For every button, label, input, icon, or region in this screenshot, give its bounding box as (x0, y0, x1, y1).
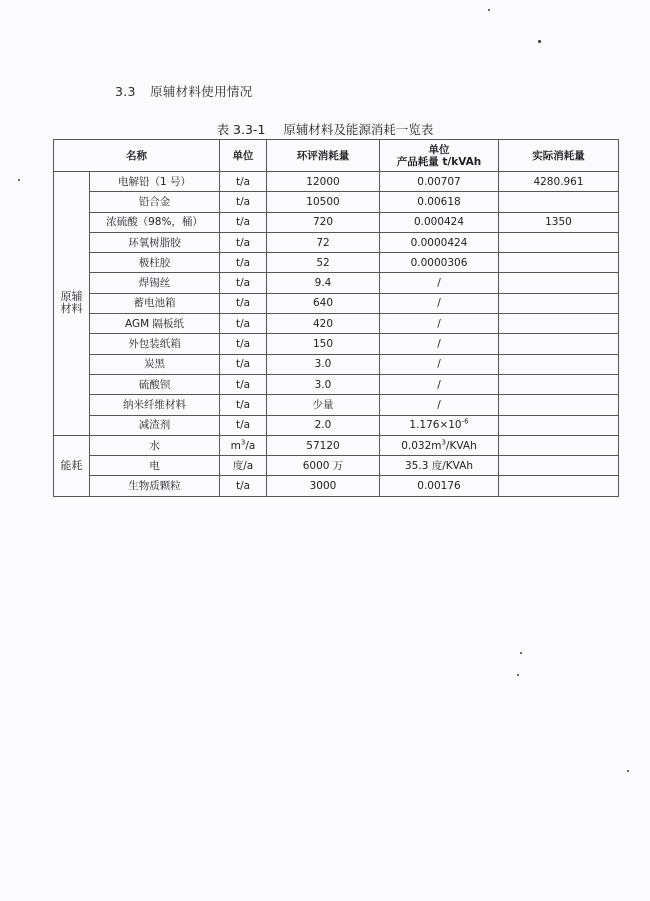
row-per-unit: 0.0000424 (380, 232, 499, 252)
table-row (54, 374, 619, 394)
row-eia: 3000 (267, 476, 380, 496)
row-per-unit (380, 435, 499, 455)
row-eia: 9.4 (267, 273, 380, 293)
row-actual: 4280.961 (499, 172, 619, 192)
table-row (54, 456, 619, 476)
row-per-unit: / (380, 374, 499, 394)
header-unit: 单位 (220, 140, 267, 172)
row-eia: 57120 (267, 435, 380, 455)
table-row (54, 415, 619, 435)
row-actual (499, 374, 619, 394)
row-per-unit-base: 0.032m (401, 439, 442, 452)
table-row (54, 435, 619, 455)
scan-speck (520, 652, 522, 654)
row-unit: t/a (220, 212, 267, 232)
row-eia: 12000 (267, 172, 380, 192)
row-name: 电解铅（1 号） (90, 172, 220, 192)
table-caption (0, 120, 650, 138)
row-name: 蓄电池箱 (90, 293, 220, 313)
table-row (54, 476, 619, 496)
row-per-unit: 0.00707 (380, 172, 499, 192)
row-per-unit-base: 1.176×10 (409, 419, 462, 432)
row-unit (220, 435, 267, 455)
row-eia: 52 (267, 253, 380, 273)
row-eia: 720 (267, 212, 380, 232)
row-unit: t/a (220, 334, 267, 354)
row-actual (499, 415, 619, 435)
table-row (54, 395, 619, 415)
row-actual (499, 354, 619, 374)
row-eia: 10500 (267, 192, 380, 212)
row-actual: 1350 (499, 212, 619, 232)
row-name: 纳米纤维材料 (90, 395, 220, 415)
row-per-unit-exponent: -6 (461, 417, 469, 426)
section-number: 3.3 (115, 84, 136, 99)
section-title: 原辅材料使用情况 (150, 84, 253, 99)
row-name: 生物质颗粒 (90, 476, 220, 496)
group-raw-materials-line1: 原辅 (60, 290, 83, 304)
row-actual (499, 253, 619, 273)
table-header-row (54, 140, 619, 172)
table-row (54, 293, 619, 313)
row-per-unit: / (380, 334, 499, 354)
row-per-unit: / (380, 395, 499, 415)
row-name: 环氧树脂胶 (90, 232, 220, 252)
row-eia: 3.0 (267, 374, 380, 394)
row-per-unit: 0.0000306 (380, 253, 499, 273)
row-per-unit: 0.00176 (380, 476, 499, 496)
row-unit-exponent: 3 (240, 438, 246, 446)
table-row (54, 253, 619, 273)
row-eia: 72 (267, 232, 380, 252)
header-unit-product-consumption (380, 140, 499, 172)
row-unit-tail: /a (245, 439, 256, 452)
row-name: 外包装纸箱 (90, 334, 220, 354)
row-actual (499, 192, 619, 212)
row-eia: 2.0 (267, 415, 380, 435)
row-name: 减渣剂 (90, 415, 220, 435)
row-per-unit-exponent: 3 (441, 438, 446, 446)
row-eia: 640 (267, 293, 380, 313)
group-raw-materials (54, 172, 90, 436)
row-per-unit: / (380, 273, 499, 293)
row-unit: t/a (220, 192, 267, 212)
row-unit: t/a (220, 374, 267, 394)
row-per-unit: 35.3 度/KVAh (380, 456, 499, 476)
row-per-unit: 0.00618 (380, 192, 499, 212)
table-row (54, 334, 619, 354)
header-actual-consumption: 实际消耗量 (499, 140, 619, 172)
header-eia-consumption: 环评消耗量 (267, 140, 380, 172)
row-eia: 150 (267, 334, 380, 354)
scan-speck (18, 179, 20, 181)
row-unit: t/a (220, 172, 267, 192)
table-row (54, 273, 619, 293)
table-caption-title: 原辅材料及能源消耗一览表 (283, 122, 434, 137)
group-energy: 能耗 (54, 435, 90, 496)
materials-energy-table (53, 139, 619, 497)
row-actual (499, 456, 619, 476)
row-name: 炭黑 (90, 354, 220, 374)
row-eia: 420 (267, 314, 380, 334)
row-unit: t/a (220, 354, 267, 374)
row-unit-base: m (230, 439, 241, 452)
header-name: 名称 (54, 140, 220, 172)
row-name: 极柱胶 (90, 253, 220, 273)
row-per-unit: 0.000424 (380, 212, 499, 232)
row-actual (499, 395, 619, 415)
row-actual (499, 334, 619, 354)
row-actual (499, 435, 619, 455)
row-unit: t/a (220, 253, 267, 273)
row-per-unit-tail: /KVAh (445, 439, 477, 452)
table-caption-number: 表 3.3-1 (216, 122, 266, 137)
row-actual (499, 476, 619, 496)
row-unit: t/a (220, 395, 267, 415)
group-raw-materials-line2: 材料 (60, 302, 83, 316)
row-per-unit: / (380, 293, 499, 313)
row-unit: t/a (220, 314, 267, 334)
scan-speck (488, 9, 490, 11)
row-name: 焊锡丝 (90, 273, 220, 293)
row-per-unit: / (380, 314, 499, 334)
row-name: 水 (90, 435, 220, 455)
table-row (54, 232, 619, 252)
row-unit: t/a (220, 273, 267, 293)
row-name: 硫酸钡 (90, 374, 220, 394)
table-row (54, 354, 619, 374)
row-name: 铅合金 (90, 192, 220, 212)
section-heading (115, 82, 252, 100)
table-row (54, 212, 619, 232)
row-per-unit (380, 415, 499, 435)
header-unit-product-line2: 产品耗量 t/kVAh (396, 155, 482, 168)
row-eia: 少量 (267, 395, 380, 415)
header-unit-product-line1: 单位 (428, 143, 450, 156)
scan-speck (627, 770, 629, 772)
scan-speck (517, 674, 519, 676)
table-row (54, 172, 619, 192)
row-name: 浓硫酸（98%，桶） (90, 212, 220, 232)
row-actual (499, 293, 619, 313)
row-name: 电 (90, 456, 220, 476)
row-name: AGM 隔板纸 (90, 314, 220, 334)
row-actual (499, 232, 619, 252)
row-eia: 3.0 (267, 354, 380, 374)
row-unit: t/a (220, 232, 267, 252)
row-eia: 6000 万 (267, 456, 380, 476)
row-unit: t/a (220, 293, 267, 313)
scan-speck (538, 40, 541, 43)
row-unit: 度/a (220, 456, 267, 476)
table-row (54, 192, 619, 212)
row-unit: t/a (220, 415, 267, 435)
row-unit: t/a (220, 476, 267, 496)
row-per-unit: / (380, 354, 499, 374)
table-row (54, 314, 619, 334)
row-actual (499, 314, 619, 334)
row-actual (499, 273, 619, 293)
